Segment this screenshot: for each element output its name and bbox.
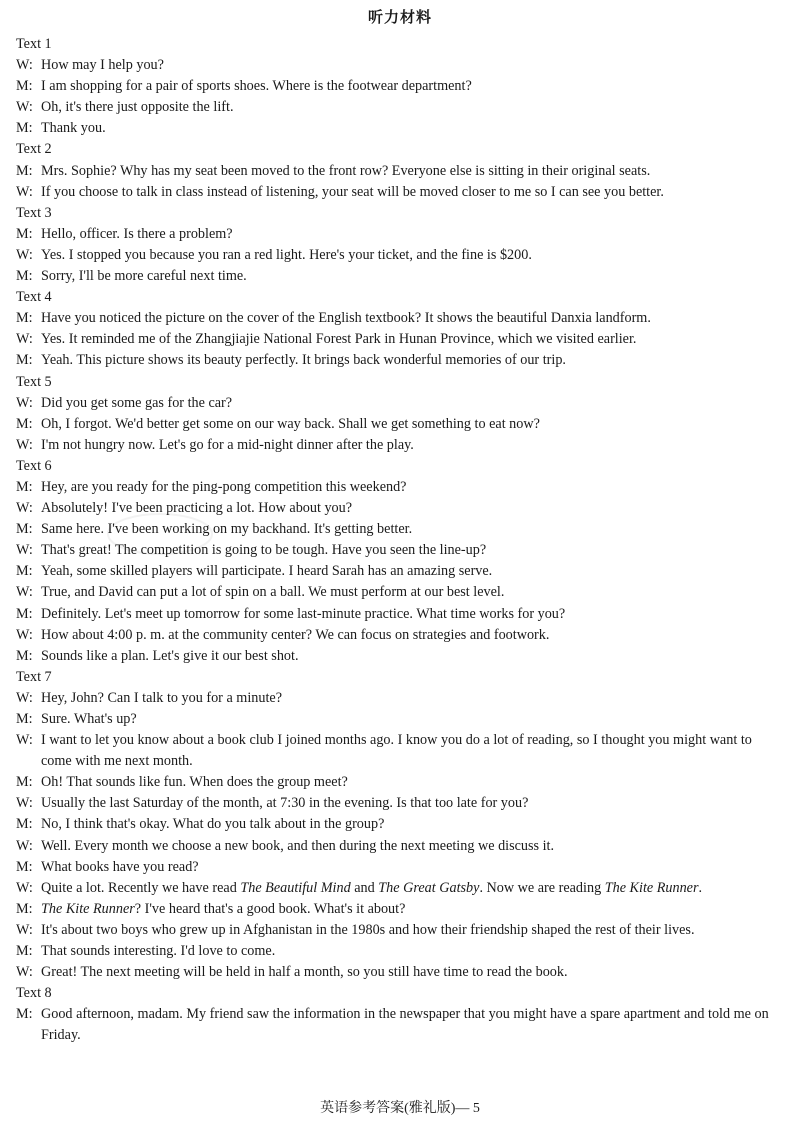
speaker-label: M:: [16, 415, 33, 432]
dialogue-text: I am shopping for a pair of sports shoes. Where is the footwear department?: [41, 78, 472, 95]
dialogue-line: [16, 688, 786, 709]
dialogue-line: [16, 435, 786, 456]
speaker-label: W:: [16, 795, 33, 812]
dialogue-line: [16, 878, 786, 899]
dialogue-text: Well. Every month we choose a new book, and then during the next meeting we discuss it.: [41, 837, 555, 854]
text-label: Text 6: [16, 457, 52, 474]
dialogue-line: [16, 55, 786, 76]
speaker-label: M:: [16, 563, 33, 580]
dialogue-line: [16, 604, 786, 625]
dialogue-line: [16, 498, 786, 519]
speaker-label: M:: [16, 1006, 33, 1023]
dialogue-line: [16, 477, 786, 498]
dialogue-line: [16, 625, 786, 646]
dialogue-text: Have you noticed the picture on the cover of the English textbook? It shows the beautiful Danxia landform.: [41, 310, 651, 327]
dialogue-text: Oh, it's there just opposite the lift.: [41, 99, 234, 116]
speaker-label: W:: [16, 542, 33, 559]
speaker-label: W:: [16, 732, 33, 749]
dialogue-line: [16, 76, 786, 97]
page-footer: 英语参考答案(雅礼版)— 5: [320, 1101, 480, 1116]
dialogue-line: [16, 646, 786, 667]
dialogue-line: [16, 393, 786, 414]
dialogue-line: [16, 414, 786, 435]
dialogue-text: Usually the last Saturday of the month, at 7:30 in the evening. Is that too late for you?: [41, 795, 529, 812]
dialogue-line: [16, 772, 786, 793]
speaker-label: M:: [16, 943, 33, 960]
dialogue-text: Hello, officer. Is there a problem?: [41, 225, 233, 242]
dialogue-line: [16, 97, 786, 118]
dialogue-line: [16, 709, 786, 730]
speaker-label: W:: [16, 99, 33, 116]
dialogue-text: No, I think that's okay. What do you talk about in the group?: [41, 816, 385, 833]
dialogue-line: [16, 245, 786, 266]
dialogue-text: That sounds interesting. I'd love to come.: [41, 943, 276, 960]
dialogue-line: [16, 941, 786, 962]
speaker-label: W:: [16, 964, 33, 981]
text-label: Text 4: [16, 289, 52, 306]
dialogue-line: [16, 730, 786, 772]
dialogue-line: [16, 161, 786, 182]
dialogue-text: It's about two boys who grew up in Afghanistan in the 1980s and how their friendship shaped the rest of their lives.: [41, 921, 695, 938]
dialogue-line: [16, 582, 786, 603]
dialogue-text: Quite a lot. Recently we have read The Beautiful Mind and The Great Gatsby. Now we are reading The Kite Runner.: [41, 879, 703, 896]
dialogue-line: [16, 308, 786, 329]
text-label: Text 2: [16, 141, 52, 158]
dialogue-text: Hey, John? Can I talk to you for a minute?: [41, 689, 282, 706]
speaker-label: W:: [16, 626, 33, 643]
speaker-label: W:: [16, 394, 33, 411]
dialogue-line: [16, 266, 786, 287]
dialogue-text: True, and David can put a lot of spin on a ball. We must perform at our best level.: [41, 584, 505, 601]
dialogue-text: Yeah. This picture shows its beauty perfectly. It brings back wonderful memories of our trip.: [41, 352, 566, 369]
speaker-label: W:: [16, 879, 33, 896]
speaker-label: M:: [16, 816, 33, 833]
dialogue-text: Sounds like a plan. Let's give it our best shot.: [41, 647, 299, 664]
dialogue-line: [16, 962, 786, 983]
dialogue-text: That's great! The competition is going to be tough. Have you seen the line-up?: [41, 542, 487, 559]
dialogue-line: [16, 182, 786, 203]
dialogue-line: [16, 920, 786, 941]
text-label: Text 3: [16, 204, 52, 221]
dialogue-text: Yeah, some skilled players will participate. I heard Sarah has an amazing serve.: [41, 563, 493, 580]
dialogue-text: How about 4:00 p. m. at the community center? We can focus on strategies and footwork.: [41, 626, 550, 643]
dialogue-line: [16, 561, 786, 582]
dialogue-text: Sure. What's up?: [41, 711, 137, 727]
dialogue-line: [16, 793, 786, 814]
speaker-label: M:: [16, 225, 33, 242]
text-label: Text 7: [16, 668, 52, 685]
dialogue-text: Definitely. Let's meet up tomorrow for some last-minute practice. What time works for you?: [41, 605, 566, 622]
speaker-label: W:: [16, 500, 33, 517]
dialogue-line: [16, 899, 786, 920]
dialogue-text: Did you get some gas for the car?: [41, 394, 233, 411]
dialogue-text: Yes. It reminded me of the Zhangjiajie National Forest Park in Hunan Province, which we visited earlier.: [41, 331, 637, 348]
speaker-label: W:: [16, 436, 33, 453]
dialogue-line: [16, 329, 786, 350]
dialogue-line: [16, 1004, 786, 1046]
dialogue-text: Sorry, I'll be more careful next time.: [41, 268, 247, 285]
dialogue-line: [16, 118, 786, 139]
dialogue-text: I want to let you know about a book club I joined months ago. I know you do a lot of reading, so I thought you might want to come with me next month.: [41, 732, 752, 770]
dialogue-text: Yes. I stopped you because you ran a red light. Here's your ticket, and the fine is $200.: [41, 246, 532, 263]
speaker-label: M:: [16, 120, 33, 137]
speaker-label: M:: [16, 858, 33, 875]
dialogue-text: The Kite Runner? I've heard that's a good book. What's it about?: [41, 900, 406, 917]
dialogue-text: Oh, I forgot. We'd better get some on our way back. Shall we get something to eat now?: [41, 415, 540, 432]
speaker-label: M:: [16, 900, 33, 917]
speaker-label: M:: [16, 605, 33, 622]
speaker-label: W:: [16, 921, 33, 938]
dialogue-text: Thank you.: [41, 120, 106, 137]
dialogue-text: Good afternoon, madam. My friend saw the information in the newspaper that you might have a spare apartment and told me on Friday.: [41, 1006, 769, 1044]
dialogue-text: Same here. I've been working on my backhand. It's getting better.: [41, 521, 413, 538]
speaker-label: M:: [16, 310, 33, 327]
dialogue-line: [16, 224, 786, 245]
dialogue-text: Oh! That sounds like fun. When does the group meet?: [41, 774, 348, 791]
speaker-label: W:: [16, 584, 33, 601]
text-label: Text 8: [16, 985, 52, 1002]
speaker-label: W:: [16, 246, 33, 263]
dialogue-text: How may I help you?: [41, 57, 164, 74]
speaker-label: W:: [16, 837, 33, 854]
dialogue-line: [16, 814, 786, 835]
dialogue-line: [16, 350, 786, 371]
dialogue-line: [16, 519, 786, 540]
speaker-label: M:: [16, 647, 33, 664]
dialogue-text: What books have you read?: [41, 858, 199, 875]
speaker-label: W:: [16, 331, 33, 348]
speaker-label: M:: [16, 162, 33, 179]
dialogue-text: Great! The next meeting will be held in half a month, so you still have time to read the book.: [41, 964, 568, 981]
speaker-label: W:: [16, 57, 33, 74]
speaker-label: M:: [16, 352, 33, 369]
dialogue-text: Mrs. Sophie? Why has my seat been moved to the front row? Everyone else is sitting in their original seats.: [41, 162, 651, 179]
dialogue-line: [16, 857, 786, 878]
speaker-label: W:: [16, 689, 33, 706]
dialogue-line: [16, 540, 786, 561]
speaker-label: M:: [16, 774, 33, 791]
dialogue-text: If you choose to talk in class instead of listening, your seat will be moved closer to me so I can see you better.: [41, 183, 664, 200]
speaker-label: M:: [16, 478, 33, 495]
speaker-label: M:: [16, 78, 33, 95]
speaker-label: M:: [16, 711, 33, 727]
dialogue-text: Absolutely! I've been practicing a lot. How about you?: [41, 500, 353, 517]
page-title: 听力材料: [367, 10, 432, 26]
dialogue-text: Hey, are you ready for the ping-pong competition this weekend?: [41, 478, 407, 495]
dialogue-text: I'm not hungry now. Let's go for a mid-night dinner after the play.: [41, 436, 414, 453]
speaker-label: W:: [16, 183, 33, 200]
text-label: Text 5: [16, 373, 52, 390]
speaker-label: M:: [16, 521, 33, 538]
speaker-label: M:: [16, 268, 33, 285]
text-label: Text 1: [16, 36, 52, 52]
dialogue-line: [16, 836, 786, 857]
transcript: [16, 34, 786, 1047]
